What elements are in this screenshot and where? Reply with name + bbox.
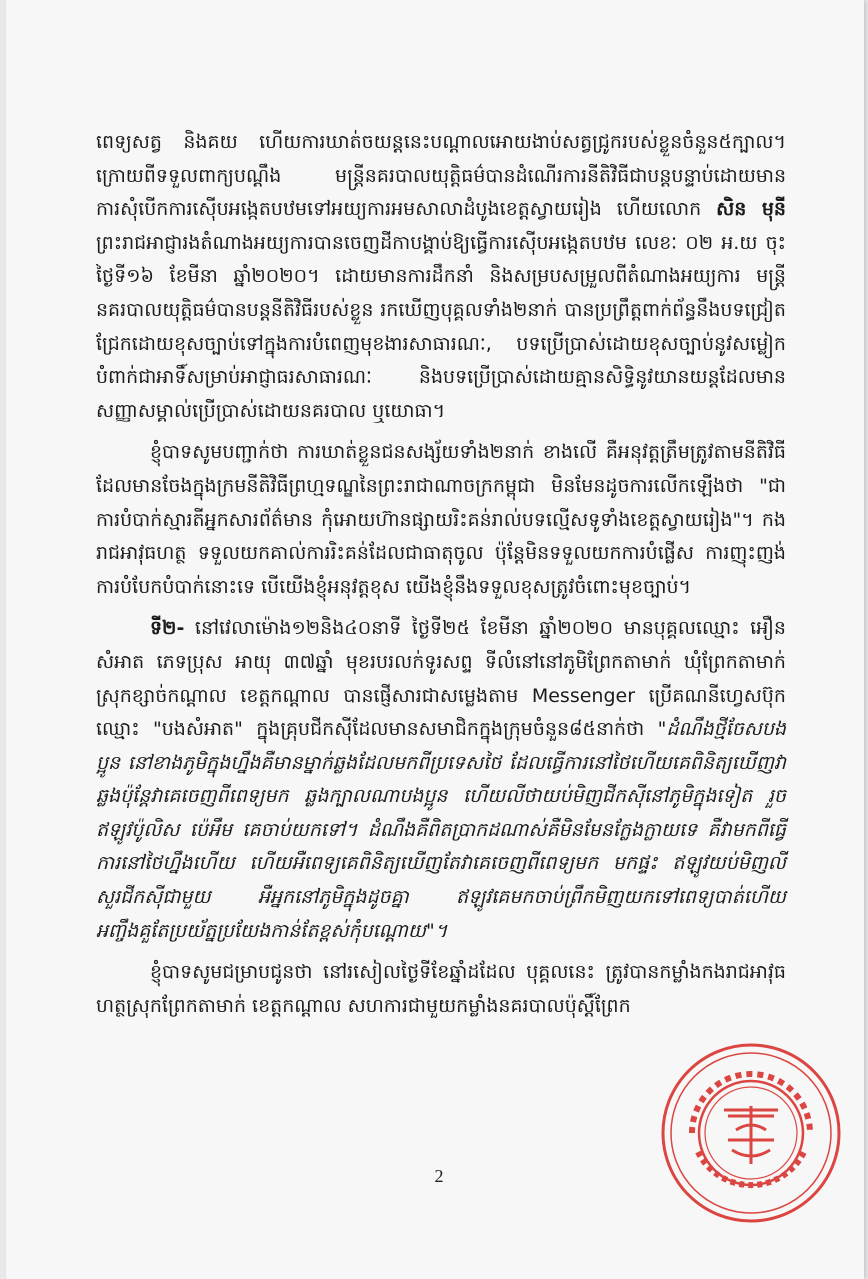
paragraph-4-text: ខ្ញុំបាទសូមជម្រាបជូនថា នៅរសៀលថ្ងៃទីខែឆ្នាំដដែល បុគ្គលនេះ ត្រូវបានកម្លាំងកងរាជអាវុធហត្ថស្រុកព្រែកតាមាក់ ខេត្តកណ្តាល សហការជាមួយកម្លាំងនគរបាលប៉ុស្តិ៍ព្រែក (96, 961, 786, 1017)
paragraph-3 (96, 612, 786, 948)
paragraph-2 (96, 436, 786, 604)
paragraph-3-text: នៅវេលាម៉ោង១២និង៤០នាទី ថ្ងៃទី២៥ ខែមីនា ឆ្នាំ២០២០ មានបុគ្គលឈ្មោះ អឿន សំអាត ភេទប្រុស អាយុ ៣៧ឆ្នាំ មុខរបរលក់ទូរសព្ទ ទីលំនៅនៅភូមិព្រែកតាមាក់ ឃុំព្រែកតាមាក់ ស្រុកខ្សាច់កណ្តាល ខេត្តកណ្តាល បានផ្ញើសារជាសម្លេងតាម Messenger ប្រើគណនីហ្វេសប៊ុកឈ្មោះ "បងសំអាត" ក្នុងគ្រុបជីកស៊ីដែលមានសមាជិកក្នុងក្រុមចំនួន៨៥នាក់ថា (96, 617, 786, 741)
paragraph-1-continued: ព្រះរាជអាជ្ញារងតំណាងអយ្យការបានចេញដីកាបង្គាប់ឱ្យធ្វើការស៊ើបអង្កេតបឋម លេខៈ ០២ អ.យ ចុះថ្ងៃទី១៦ ខែមីនា ឆ្នាំ២០២០។ ដោយមានការដឹកនាំ និងសម្របសម្រួលពីតំណាងអយ្យការ មន្ត្រីនគរបាលយុត្តិធម៌បានបន្តនីតិវិធីរបស់ខ្លួន រកឃើញបុគ្គលទាំង២នាក់ បានប្រព្រឹត្តពាក់ព័ន្ធនឹងបទជ្រៀតជ្រែកដោយខុសច្បាប់ទៅក្នុងការបំពេញមុខងារសាធារណៈ, បទប្រើប្រាស់ដោយខុសច្បាប់នូវសម្លៀកបំពាក់ជាអាទិ៍សម្រាប់អាជ្ញាធរសាធារណៈ និងបទប្រើប្រាស់ដោយគ្មានសិទ្ធិនូវយានយន្តដែលមានសញ្ញាសម្គាល់ប្រើប្រាស់ដោយនគរបាល ឬយោធា។ (96, 231, 786, 422)
point-two-label: ទី២- (150, 617, 185, 640)
voice-message-quote: "ដំណឹងថ្មីចែសបងប្អូន នៅខាងភូមិក្នុងហ្នឹងគឺមានម្នាក់ឆ្លងដែលមកពីប្រទេសថៃ ដែលធ្វើការនៅថៃហើយគេពិនិត្យឃើញវាឆ្លងប៉ុន្តែវាគេចេញពីពេទ្យមក ឆ្លងក្បាលណាបងប្អូន ហើយលីថាយប់មិញជីកស៊ីនៅភូមិក្នុងទៀត រួចឥឡូវប៉ូលិស ប៉េអឹម គេចាប់យកទៅ។ ដំណឹងគឺពិតប្រាកដណាស់គឺមិនមែនក្លែងក្លាយទេ គឺវាមកពីធ្វើការនៅថៃហ្នឹងហើយ ហើយអឺពេទ្យគេពិនិត្យឃើញតែវាគេចេញពីពេទ្យមក មកផ្ទះ ឥឡូវយប់មិញលីសួរជីកស៊ីជាមួយ អឺអ្នកនៅភូមិក្នុងដូចគ្នា ឥឡូវគេមកចាប់ព្រឹកមិញយកទៅពេទ្យបាត់ហើយ អញ្ចឹងគួតែប្រយ័ត្នប្រយែងកាន់តែខ្ពស់កុំបណ្ដោយ"។ (96, 718, 786, 942)
paragraph-1-text: ពេទ្យសត្វ និងគយ ហើយការឃាត់ចយន្តនេះបណ្តាលអោយងាប់សត្វជ្រូករបស់ខ្លួនចំនួន៥ក្បាល។ ក្រោយពីទទួលពាក្យបណ្ដឹង មន្ត្រីនគរបាលយុត្តិធម៌បានដំណើរការនីតិវិធីជាបន្តបន្ទាប់ដោយមានការសុំបើកការស៊ើបអង្កេតបឋមទៅអយ្យការអមសាលាដំបូងខេត្តស្វាយរៀង ហើយលោក (96, 131, 786, 221)
page-number: 2 (434, 1166, 444, 1186)
prosecutor-name: សិន មុនី (716, 198, 786, 221)
document-body (96, 126, 786, 1031)
paragraph-2-text: ខ្ញុំបាទសូមបញ្ជាក់ថា ការឃាត់ខ្លួនជនសង្ស័យទាំង២នាក់ ខាងលើ គឺអនុវត្តត្រឹមត្រូវតាមនីតិវិធីដែលមានចែងក្នុងក្រមនីតិវិធីព្រហ្មទណ្ឌនៃព្រះរាជាណាចក្រកម្ពុជា មិនមែនដូចការលើកឡើងថា "ជាការបំបាក់ស្មារតីអ្នកសារព័ត៌មាន កុំអោយហ៊ានផ្សាយរិះគន់រាល់បទល្មើសទូទាំងខេត្តស្វាយរៀង"។ កងរាជអាវុធហត្ថ ទទួលយកគាល់ការរិះគន់ដែលជាធាតុចូល ប៉ុន្តែមិនទទួលយកការបំផ្លើស ការញុះញង់ ការបំបែកបំបាក់នោះទេ បើយើងខ្ញុំអនុវត្តខុស យើងខ្ញុំនឹងទទួលខុសត្រូវចំពោះមុខច្បាប់។ (96, 441, 786, 598)
paragraph-4 (96, 956, 786, 1023)
document-page (6, 0, 864, 1279)
official-seal-stamp-icon (658, 1040, 844, 1226)
seal-emblem (724, 1106, 778, 1164)
paragraph-1 (96, 126, 786, 428)
